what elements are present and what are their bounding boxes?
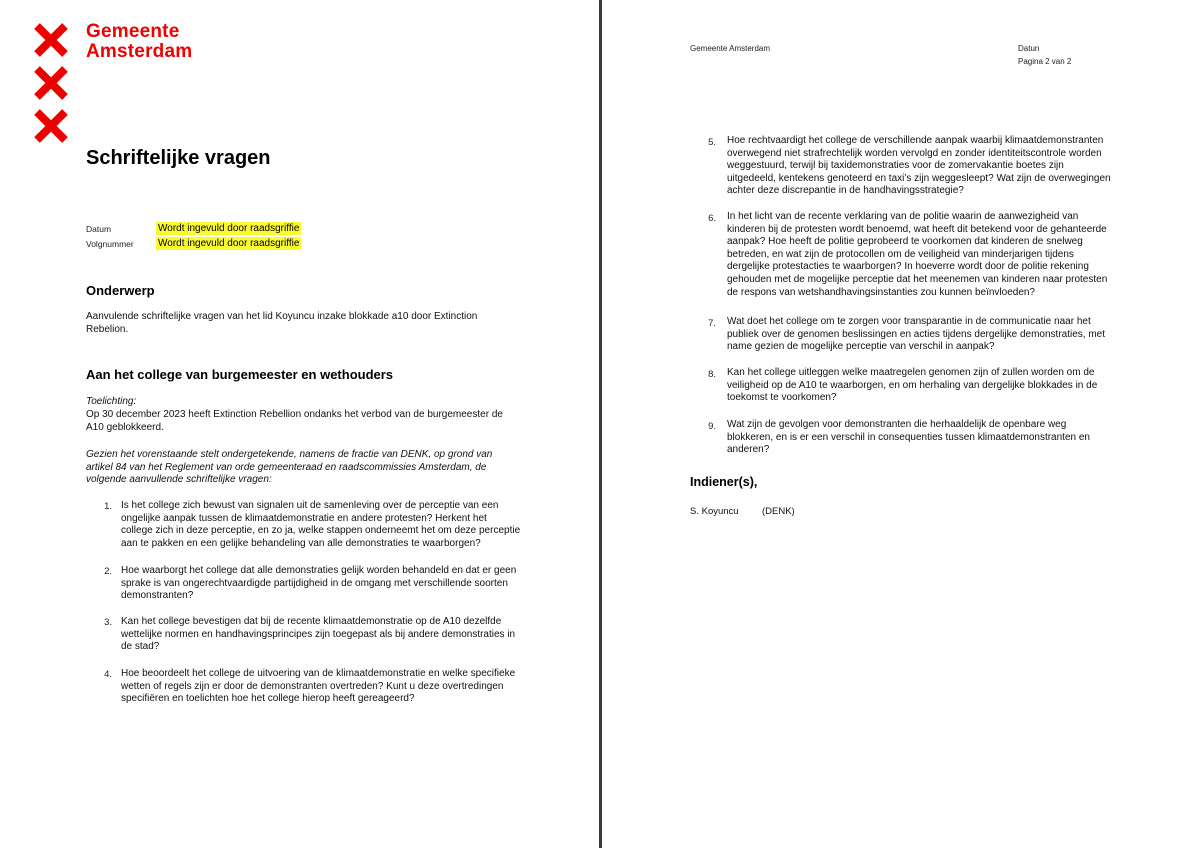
question-text: Kan het college uitleggen welke maatregelen genomen zijn of zullen worden om de veiligheid op de A10 te waarborgen, en om herhaling van dergelijke blokkades in de toekomst te voorkomen? (727, 367, 1098, 404)
question-number: 6. (708, 213, 716, 224)
volgnummer-label: Volgnummer (86, 239, 134, 249)
question-number: 5. (708, 137, 716, 148)
question-text: Hoe beoordeelt het college de uitvoering van de klimaatdemonstratie en welke specifieke wetten of regels zijn er door de demonstranten overtreden? Kunt u deze overtredingen specifiëren en toelichten hoe het college hierop heeft gereageerd? (121, 668, 516, 705)
logo-line-2: Amsterdam (86, 41, 193, 62)
onderwerp-text: Aanvulende schriftelijke vragen van het lid Koyuncu inzake blokkade a10 door Extinction Rebelion. (86, 311, 478, 335)
logo-line-1: Gemeente (86, 21, 180, 42)
indiener-heading: Indiener(s), (690, 475, 758, 489)
andreas-cross-icon (33, 108, 69, 144)
question-number: 9. (708, 421, 716, 432)
question-number: 1. (104, 501, 112, 512)
question-number: 3. (104, 617, 112, 628)
question-text: Wat zijn de gevolgen voor demonstranten die herhaaldelijk de openbare weg blokkeren, en is er een verschil in consequenties tussen klimaatdemonstranten en anderen? (727, 419, 1090, 456)
header-organisation: Gemeente Amsterdam (690, 44, 771, 53)
question-number: 2. (104, 566, 112, 577)
toelichting-label: Toelichting: (86, 396, 137, 407)
question-text: Hoe rechtvaardigt het college de verschillende aanpak waarbij klimaatdemonstranten overwegend niet strafrechtelijk worden vervolgd en zonder identiteitscontrole worden weggestuurd, terwijl bij taxidemonstraties voor de zomervakantie boetes zijn uitgedeeld, kentekens genoteerd en taxi’s zijn weggesleept? Wat zijn de overwegingen achter deze discrepantie in de handhavingsstrategie? (727, 135, 1111, 197)
logo-wordmark (86, 22, 192, 62)
document-page-2 (602, 0, 1200, 848)
question-text: Wat doet het college om te zorgen voor transparantie in de communicatie naar het publiek over de genomen beslissingen en acties tijdens dergelijke demonstraties, met name gezien de mogelijke perceptie van verschil in aanpak? (727, 316, 1105, 353)
question-number: 7. (708, 318, 716, 329)
toelichting-text: Op 30 december 2023 heeft Extinction Rebellion ondanks het verbod van de burgemeester de A10 geblokkeerd. (86, 409, 503, 433)
question-number: 8. (708, 369, 716, 380)
indiener-party: (DENK) (762, 506, 795, 517)
header-page-number: Pagina 2 van 2 (1018, 57, 1072, 66)
question-number: 4. (104, 669, 112, 680)
intro-text: Gezien het vorenstaande stelt ondergetekende, namens de fractie van DENK, op grond van artikel 84 van het Reglement van orde gemeenteraad en raadscommissies Amsterdam, de volgende aanvullende schriftelijke vragen: (86, 449, 493, 486)
question-text: Kan het college bevestigen dat bij de recente klimaatdemonstratie op de A10 dezelfde wettelijke normen en handhavingsprincipes zijn toegepast als bij andere demonstraties in de stad? (121, 616, 516, 653)
andreas-cross-icon (33, 65, 69, 101)
datum-value: Wordt ingevuld door raadsgriffie (158, 223, 300, 234)
question-text: Hoe waarborgt het college dat alle demonstraties gelijk worden behandeld en dat er geen sprake is van ongerechtvaardigde partijdigheid in de omgang met verschillende soorten demonstranten? (121, 565, 517, 602)
header-datum: Datun (1018, 44, 1040, 53)
page-title: Schriftelijke vragen (86, 147, 271, 169)
aan-heading: Aan het college van burgemeester en wethouders (86, 367, 394, 382)
volgnummer-value: Wordt ingevuld door raadsgriffie (158, 238, 300, 249)
question-text: In het licht van de recente verklaring van de politie waarin de aanwezigheid van kinderen bij de protesten wordt benoemd, wat heeft dit betekend voor de gehanteerde aanpak? Hoe heeft de politie geprobeerd te voorkomen dat kinderen de snelweg betreden, en wat zijn de protocollen om de veiligheid van minderjarigen tijdens dergelijke protestacties te waarborgen? In hoeverre wordt door de politie rekening gehouden met de mogelijke perceptie dat het meenemen van kinderen naar protesten de respons van wetshandhavingsinstanties zou kunnen beïnvloeden? (727, 211, 1108, 298)
onderwerp-heading: Onderwerp (86, 283, 155, 298)
andreas-cross-icon (33, 22, 69, 58)
indiener-name: S. Koyuncu (690, 506, 739, 517)
question-text: Is het college zich bewust van signalen uit de samenleving over de perceptie van een ongelijke aanpak tussen de klimaatdemonstratie en andere protesten? Herkent het college zich in deze perceptie, en zo ja, welke stappen onderneemt het om deze perceptie aan te pakken en een gelijke behandeling van alle demonstraties te waarborgen? (121, 500, 521, 549)
datum-label: Datum (86, 224, 112, 234)
